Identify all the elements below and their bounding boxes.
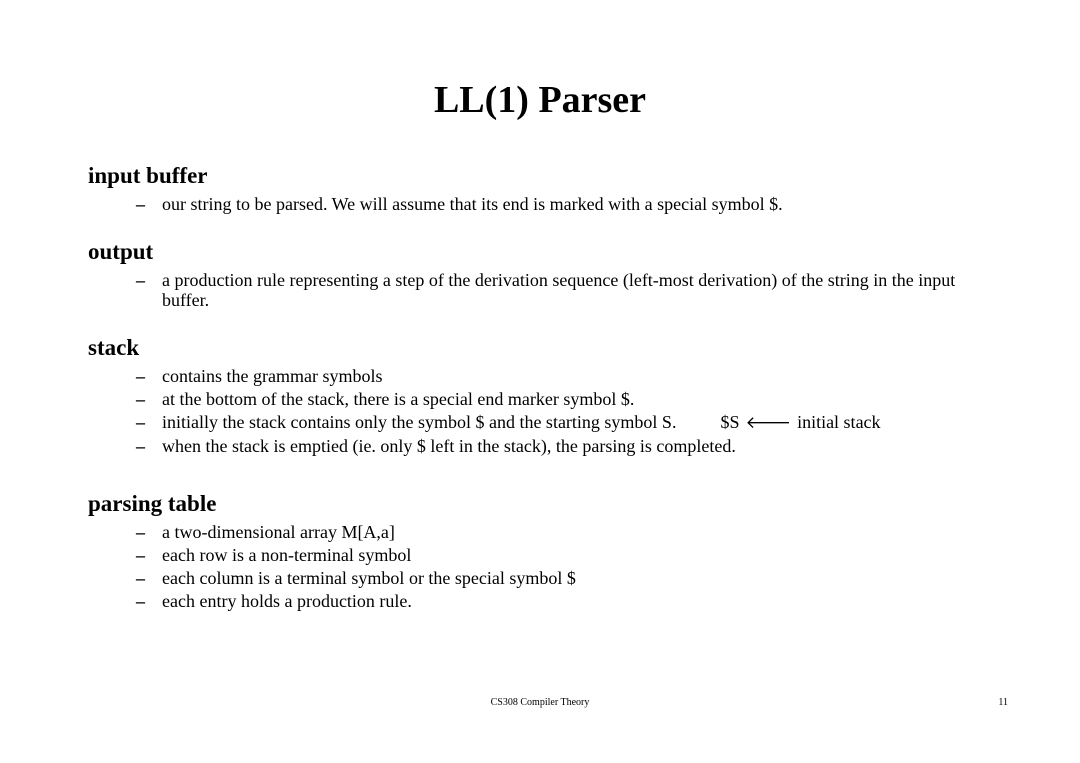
item-text: a production rule representing a step of the derivation sequence (left-most derivation) of the string in the input buffer. — [162, 270, 956, 310]
dash-bullet: – — [136, 194, 145, 214]
list-item — [88, 522, 1000, 542]
list-item — [88, 270, 1000, 310]
item-text: each column is a terminal symbol or the special symbol $ — [162, 568, 576, 588]
page-number: 11 — [998, 697, 1008, 708]
section-heading: output — [88, 239, 154, 264]
dash-bullet: – — [136, 591, 145, 611]
section-output — [88, 239, 1000, 313]
item-text: initially the stack contains only the symbol $ and the starting symbol S. — [162, 412, 677, 432]
section-heading: input buffer — [88, 163, 208, 188]
dash-bullet: – — [136, 270, 145, 290]
slide-title: LL(1) Parser — [433, 79, 647, 121]
item-text: when the stack is emptied (ie. only $ left in the stack), the parsing is completed. — [162, 436, 736, 456]
item-text: a two-dimensional array M[A,a] — [162, 522, 395, 542]
dash-bullet: – — [136, 389, 145, 409]
list-item — [88, 389, 1000, 409]
item-text: contains the grammar symbols — [162, 366, 383, 386]
section-heading: stack — [88, 335, 140, 360]
dash-bullet: – — [136, 366, 145, 386]
bullet-list — [88, 194, 1000, 214]
list-item — [88, 545, 1000, 565]
item-text: our string to be parsed. We will assume that its end is marked with a special symbol $. — [162, 194, 783, 214]
section-stack — [88, 335, 1000, 459]
dash-bullet: – — [136, 412, 145, 432]
list-item — [88, 366, 1000, 386]
bullet-list — [88, 522, 1000, 611]
dash-bullet: – — [136, 545, 145, 565]
list-item — [88, 436, 1000, 456]
initial-stack-symbol: $S — [720, 412, 740, 432]
item-text: each row is a non-terminal symbol — [162, 545, 412, 565]
dash-bullet: – — [136, 436, 145, 456]
dash-bullet: – — [136, 522, 145, 542]
bullet-list — [88, 366, 1000, 456]
bullet-list — [88, 270, 1000, 310]
section-input-buffer — [88, 163, 1000, 217]
section-parsing-table — [88, 491, 1000, 614]
item-text: each entry holds a production rule. — [162, 591, 412, 611]
item-text: at the bottom of the stack, there is a special end marker symbol $. — [162, 389, 635, 409]
list-item — [88, 412, 1000, 433]
dash-bullet: – — [136, 568, 145, 588]
section-heading: parsing table — [88, 491, 217, 516]
slide-footer: CS308 Compiler Theory — [490, 697, 590, 708]
list-item — [88, 591, 1000, 611]
initial-stack-label: initial stack — [797, 412, 881, 432]
list-item — [88, 194, 1000, 214]
list-item — [88, 568, 1000, 588]
left-arrow-icon: 🡐 — [745, 413, 792, 433]
